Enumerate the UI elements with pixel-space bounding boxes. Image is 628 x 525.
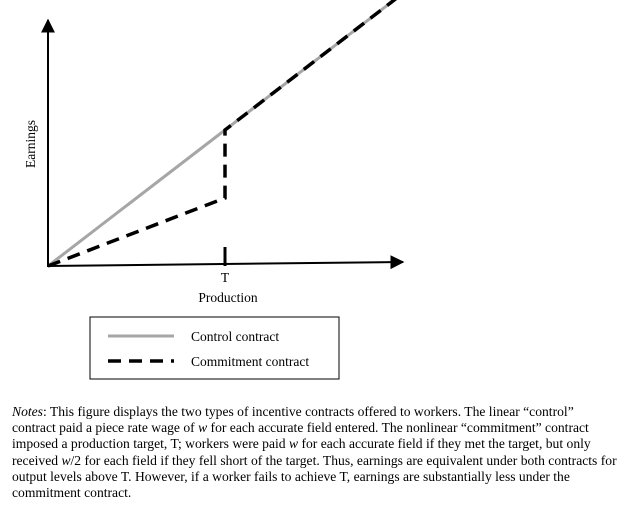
notes-segment: w [198, 420, 208, 436]
notes-segment: w [61, 452, 71, 468]
series-line-1 [48, 0, 420, 266]
x-ticks [221, 247, 230, 285]
legend-label-2: Commitment contract [191, 354, 310, 369]
plot-area [48, 0, 420, 266]
legend-label-1: Control contract [191, 329, 280, 344]
notes-segment: /2 for each field if they fell short of the target. Thus, earnings are equivalent under both contracts for output levels above T. However, if a worker fails to achieve T, earnings are substantially less under the commitment contract. [12, 452, 617, 501]
notes-segment: : This figure displays the two types of incentive contracts offered to workers. The linear “control” contract paid a piece rate wage of [12, 404, 574, 436]
notes-segment: for each accurate field if they met the target, but only received [12, 436, 591, 468]
notes-label: Notes [12, 404, 43, 419]
y-axis-label: Earnings [23, 120, 38, 168]
x-tick-label: T [220, 270, 230, 285]
notes-segment: for each accurate field entered. The nonlinear “commitment” contract imposed a production target, T; workers were paid [12, 420, 589, 452]
notes-segment: w [288, 436, 299, 452]
figure-notes [12, 404, 618, 501]
legend [90, 317, 339, 379]
x-axis-label: Production [198, 290, 258, 305]
series-line-2 [48, 0, 420, 266]
legend-box [90, 317, 339, 379]
axes [23, 20, 403, 305]
